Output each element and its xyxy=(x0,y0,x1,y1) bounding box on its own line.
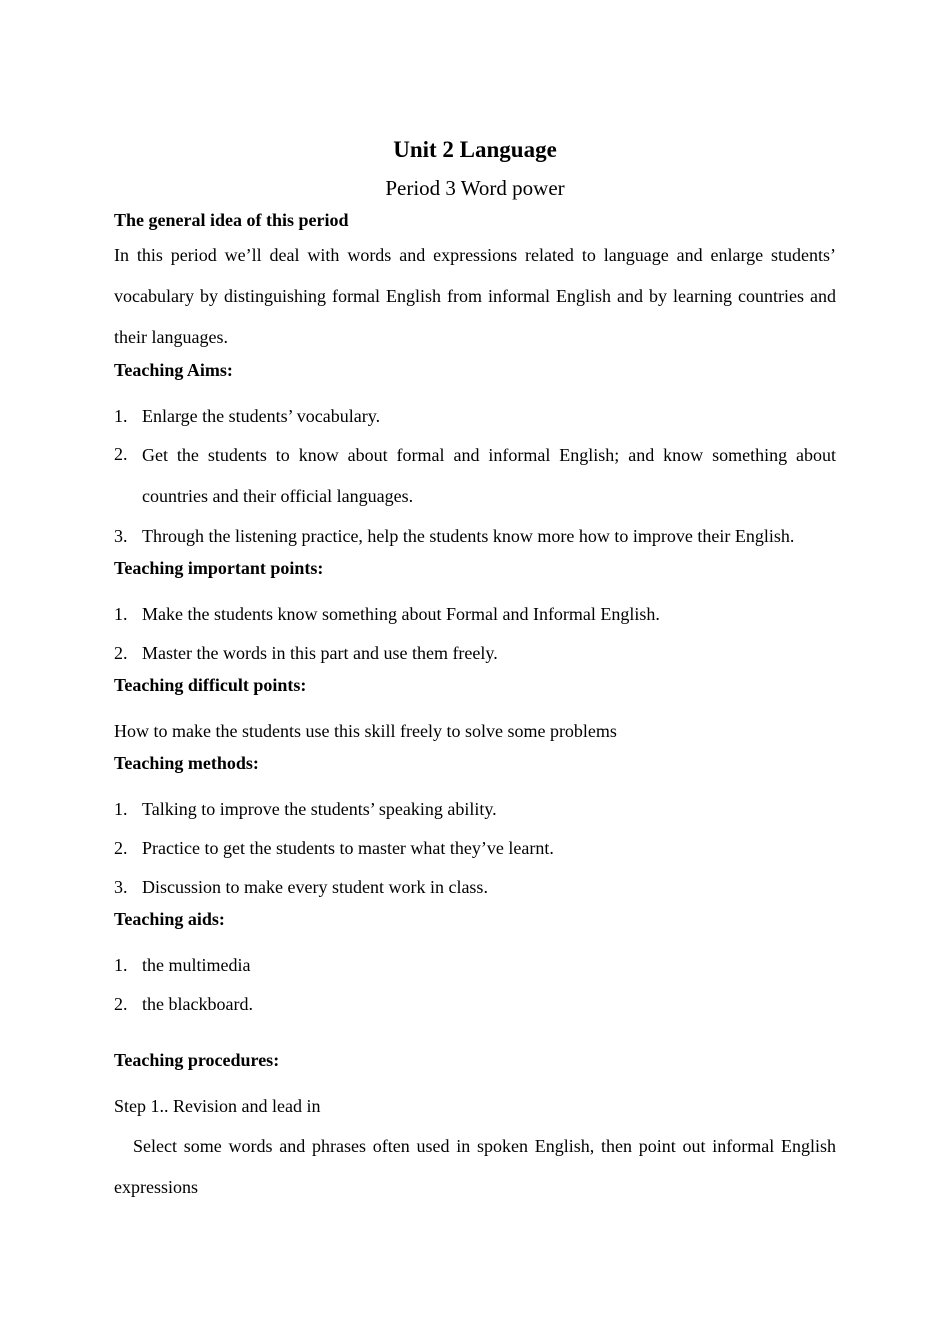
list-text: Master the words in this part and use them freely. xyxy=(142,643,498,663)
step1-title: Step 1.. Revision and lead in xyxy=(114,1096,321,1116)
document-title: Unit 2 Language xyxy=(393,137,557,162)
important-points-list xyxy=(114,595,836,673)
list-number: 1. xyxy=(114,799,128,819)
teaching-methods-list xyxy=(114,790,836,907)
list-number: 2. xyxy=(114,838,128,858)
list-item xyxy=(114,946,836,985)
list-number: 2. xyxy=(114,994,128,1014)
teaching-methods-heading: Teaching methods: xyxy=(114,753,259,773)
list-text: Talking to improve the students’ speaking ability. xyxy=(142,799,497,819)
list-item xyxy=(114,985,836,1024)
list-item xyxy=(114,435,836,517)
document-subtitle: Period 3 Word power xyxy=(385,176,565,200)
difficult-points-heading: Teaching difficult points: xyxy=(114,675,307,695)
teaching-aids-list xyxy=(114,946,836,1024)
list-text: Through the listening practice, help the students know more how to improve their English. xyxy=(142,526,795,546)
general-idea-heading: The general idea of this period xyxy=(114,210,349,230)
list-number: 1. xyxy=(114,406,128,426)
list-item xyxy=(114,517,836,556)
list-item xyxy=(114,868,836,907)
document-page xyxy=(114,132,836,1208)
list-text: the multimedia xyxy=(142,955,251,975)
important-points-heading: Teaching important points: xyxy=(114,558,324,578)
list-number: 2. xyxy=(114,643,128,663)
list-number: 1. xyxy=(114,604,128,624)
teaching-aims-heading: Teaching Aims: xyxy=(114,360,233,380)
list-text: the blackboard. xyxy=(142,994,253,1014)
list-text: Practice to get the students to master what they’ve learnt. xyxy=(142,838,554,858)
general-idea-text: In this period we’ll deal with words and expressions related to language and enlarge students’ vocabulary by distinguishing formal English from informal English and by learning countries and their languages. xyxy=(114,245,836,347)
difficult-points-text: How to make the students use this skill freely to solve some problems xyxy=(114,721,617,741)
spacer xyxy=(114,1024,836,1048)
list-number: 2. xyxy=(114,444,128,464)
list-item xyxy=(114,595,836,634)
list-text: Enlarge the students’ vocabulary. xyxy=(142,406,381,426)
list-text: Discussion to make every student work in class. xyxy=(142,877,488,897)
list-number: 3. xyxy=(114,526,128,546)
list-item xyxy=(114,829,836,868)
teaching-procedures-heading: Teaching procedures: xyxy=(114,1050,280,1070)
list-item xyxy=(114,634,836,673)
list-item xyxy=(114,790,836,829)
list-number: 3. xyxy=(114,877,128,897)
teaching-aids-heading: Teaching aids: xyxy=(114,909,225,929)
list-number: 1. xyxy=(114,955,128,975)
teaching-aims-list xyxy=(114,397,836,556)
list-text: Make the students know something about Formal and Informal English. xyxy=(142,604,660,624)
step1-text: Select some words and phrases often used in spoken English, then point out informal English expressions xyxy=(114,1136,836,1197)
list-text: Get the students to know about formal and informal English; and know something about countries and their official languages. xyxy=(142,445,836,506)
list-item xyxy=(114,397,836,436)
